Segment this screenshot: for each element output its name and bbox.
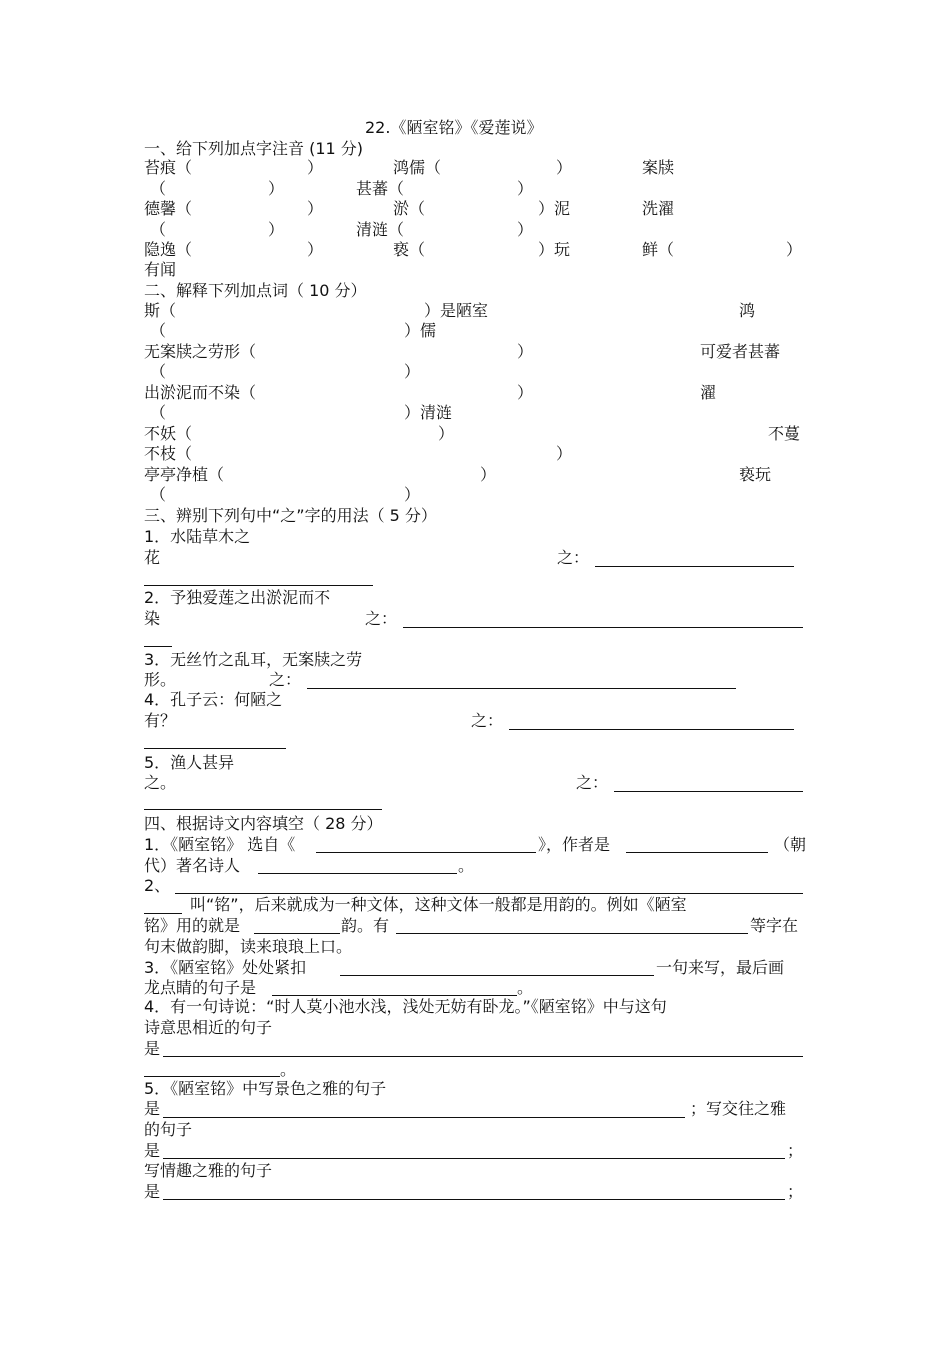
- s4-q4-d: 。: [280, 1060, 297, 1079]
- section-4-heading: 四、根据诗文内容填空（ 28 分）: [144, 814, 383, 833]
- s3-q2-blank2[interactable]: [144, 646, 172, 647]
- s4-q2-e: 等字在: [750, 916, 799, 935]
- s4-q1-blank1[interactable]: [316, 852, 536, 853]
- s4-q5-d: 的句子: [144, 1120, 193, 1139]
- s1-r4-close1: ）: [268, 220, 285, 239]
- s3-q5-blank2[interactable]: [144, 809, 382, 810]
- s1-r2-close1: ）: [268, 179, 285, 198]
- s1-r1-word3: 案牍: [642, 158, 675, 177]
- s4-q5-a: 5．《陋室铭》中写景色之雅的句子: [144, 1079, 387, 1098]
- s2-l10-b: ）: [404, 485, 421, 504]
- s3-q4-blank[interactable]: [509, 729, 794, 730]
- s2-l4-b: ）: [404, 362, 421, 381]
- s1-r5-word1: 隐逸（: [144, 240, 193, 259]
- s4-q5-blank2[interactable]: [163, 1158, 785, 1159]
- s4-q4-a: 4．有一句诗说：“时人莫小池水浅，浅处无妨有卧龙。”《陋室铭》中与这句: [144, 997, 667, 1016]
- s2-l4-a: （: [150, 362, 167, 381]
- s4-q3-d: 。: [517, 978, 534, 997]
- s4-q1-d: 代）著名诗人: [144, 856, 241, 875]
- s3-q2-a: 2．予独爱莲之出淤泥而不: [144, 588, 331, 607]
- s3-q4-b: 有？: [144, 711, 177, 730]
- s1-r5-close3: ）: [786, 240, 803, 259]
- s2-l9-b: ）: [480, 465, 497, 484]
- page-title: 22.《陋室铭》《爱莲说》: [365, 118, 543, 137]
- s3-q2-blank[interactable]: [403, 627, 803, 628]
- s4-q2-blank2[interactable]: [254, 933, 340, 934]
- s3-q3-zhi: 之：: [269, 670, 302, 689]
- s1-r3-close1: ）: [307, 199, 324, 218]
- s4-q2-d: 韵。有: [341, 916, 390, 935]
- s4-q5-f: ；: [787, 1141, 804, 1160]
- s4-q1-blank3[interactable]: [258, 873, 457, 874]
- s2-l5-b: ）: [517, 383, 534, 402]
- s2-l8-a: 不枝（: [144, 444, 193, 463]
- s1-r1-word1: 苔痕（: [144, 158, 193, 177]
- s1-r6-word: 有闻: [144, 260, 177, 279]
- s3-q1-zhi: 之：: [557, 548, 590, 567]
- s4-q2-blank3[interactable]: [396, 933, 748, 934]
- s1-r5-close1: ）: [307, 240, 324, 259]
- s2-l1-c: 鸿: [739, 301, 756, 320]
- s3-q2-zhi: 之：: [365, 609, 398, 628]
- s4-q4-blank[interactable]: [163, 1056, 803, 1057]
- s3-q1-blank2[interactable]: [144, 585, 373, 586]
- s1-r2-close2: ）: [517, 179, 534, 198]
- s4-q5-e: 是: [144, 1141, 161, 1160]
- s2-l7-b: ）: [438, 424, 455, 443]
- section-2-heading: 二、解释下列加点词（ 10 分）: [144, 281, 367, 300]
- s2-l3-c: 可爱者甚蕃: [700, 342, 781, 361]
- s4-q4-c: 是: [144, 1039, 161, 1058]
- s2-l6-b: ）清涟: [404, 403, 453, 422]
- s4-q2-blank1[interactable]: [175, 893, 803, 894]
- s2-l5-a: 出淤泥而不染（: [144, 383, 257, 402]
- s4-q5-g: 写情趣之雅的句子: [144, 1161, 273, 1180]
- s1-r2-word: 甚蕃（: [356, 179, 405, 198]
- s4-q2-a: 2、: [144, 876, 171, 895]
- s3-q4-blank2[interactable]: [144, 748, 286, 749]
- s4-q3-b: 一句来写，最后画: [656, 958, 785, 977]
- s2-l7-c: 不蔓: [768, 424, 801, 443]
- s1-r3-word1: 德馨（: [144, 199, 193, 218]
- s2-l8-b: ）: [556, 444, 573, 463]
- s2-l1-b: ）是陋室: [424, 301, 489, 320]
- s3-q5-a: 5．渔人甚异: [144, 753, 235, 772]
- s1-r3-close2: ）泥: [538, 199, 571, 218]
- s2-l2-a: （: [150, 321, 167, 340]
- s4-q2-f: 句末做韵脚，读来琅琅上口。: [144, 937, 353, 956]
- s1-r1-close1: ）: [307, 158, 324, 177]
- s4-q1-e: 。: [458, 856, 475, 875]
- s1-r2-open1: （: [150, 179, 167, 198]
- s4-q2-b: 叫“铭”，后来就成为一种文体，这种文体一般都是用韵的。例如《陋室: [190, 895, 687, 914]
- s1-r5-close2: ）玩: [538, 240, 571, 259]
- s3-q3-b: 形。: [144, 670, 177, 689]
- s4-q3-blank1[interactable]: [340, 975, 654, 976]
- s2-l5-c: 濯: [700, 383, 717, 402]
- s1-r5-word3: 鲜（: [642, 240, 675, 259]
- s1-r3-word3: 洗濯: [642, 199, 675, 218]
- s3-q4-zhi: 之：: [471, 711, 504, 730]
- s1-r5-word2: 亵（: [393, 240, 426, 259]
- s3-q2-b: 染: [144, 609, 161, 628]
- s2-l2-b: ）儒: [404, 321, 437, 340]
- s4-q3-blank2[interactable]: [272, 995, 517, 996]
- s1-r3-word2: 淤（: [393, 199, 426, 218]
- s1-r1-close2: ）: [556, 158, 573, 177]
- s4-q4-b: 诗意思相近的句子: [144, 1018, 273, 1037]
- s2-l3-a: 无案牍之劳形（: [144, 342, 257, 361]
- s2-l6-a: （: [150, 403, 167, 422]
- s4-q3-a: 3．《陋室铭》处处紧扣: [144, 958, 307, 977]
- s4-q3-c: 龙点睛的句子是: [144, 978, 257, 997]
- s4-q1-a: 1．《陋室铭》 选自《: [144, 835, 296, 854]
- s2-l7-a: 不妖（: [144, 424, 193, 443]
- s1-r4-close2: ）: [517, 220, 534, 239]
- section-1-heading: 一、给下列加点字注音 (11 分): [144, 139, 364, 158]
- s1-r4-open1: （: [150, 220, 167, 239]
- s3-q5-zhi: 之：: [576, 773, 609, 792]
- s3-q4-a: 4．孔子云：何陋之: [144, 690, 283, 709]
- s2-l10-a: （: [150, 485, 167, 504]
- s4-q2-c: 铭》用的就是: [144, 916, 241, 935]
- s3-q3-a: 3．无丝竹之乱耳，无案牍之劳: [144, 650, 363, 669]
- s4-q5-h: 是: [144, 1182, 161, 1201]
- s3-q1-b: 花: [144, 548, 161, 567]
- s4-q1-blank2[interactable]: [626, 852, 768, 853]
- s4-q1-b: 》，作者是: [538, 835, 611, 854]
- s4-q5-i: ；: [787, 1182, 804, 1201]
- s4-q1-c: （朝: [774, 835, 807, 854]
- s4-q4-blank2[interactable]: [144, 1076, 280, 1077]
- s2-l9-a: 亭亭净植（: [144, 465, 225, 484]
- s2-l3-b: ）: [517, 342, 534, 361]
- s3-q1-blank[interactable]: [595, 566, 794, 567]
- s3-q1-a: 1．水陆草木之: [144, 527, 251, 546]
- s1-r1-word2: 鸿儒（: [393, 158, 442, 177]
- s4-q5-c: ；写交往之雅: [690, 1099, 787, 1118]
- s4-q2-blank1b[interactable]: [144, 913, 182, 914]
- s3-q5-blank[interactable]: [614, 791, 803, 792]
- s4-q5-blank1[interactable]: [163, 1117, 685, 1118]
- s4-q5-blank3[interactable]: [163, 1199, 785, 1200]
- s3-q5-b: 之。: [144, 773, 177, 792]
- s3-q3-blank[interactable]: [307, 688, 736, 689]
- s2-l9-c: 亵玩: [739, 465, 772, 484]
- section-3-heading: 三、辨别下列句中“之”字的用法（ 5 分）: [144, 506, 437, 525]
- s2-l1-a: 斯（: [144, 301, 177, 320]
- s4-q5-b: 是: [144, 1099, 161, 1118]
- s1-r4-word: 清涟（: [356, 220, 405, 239]
